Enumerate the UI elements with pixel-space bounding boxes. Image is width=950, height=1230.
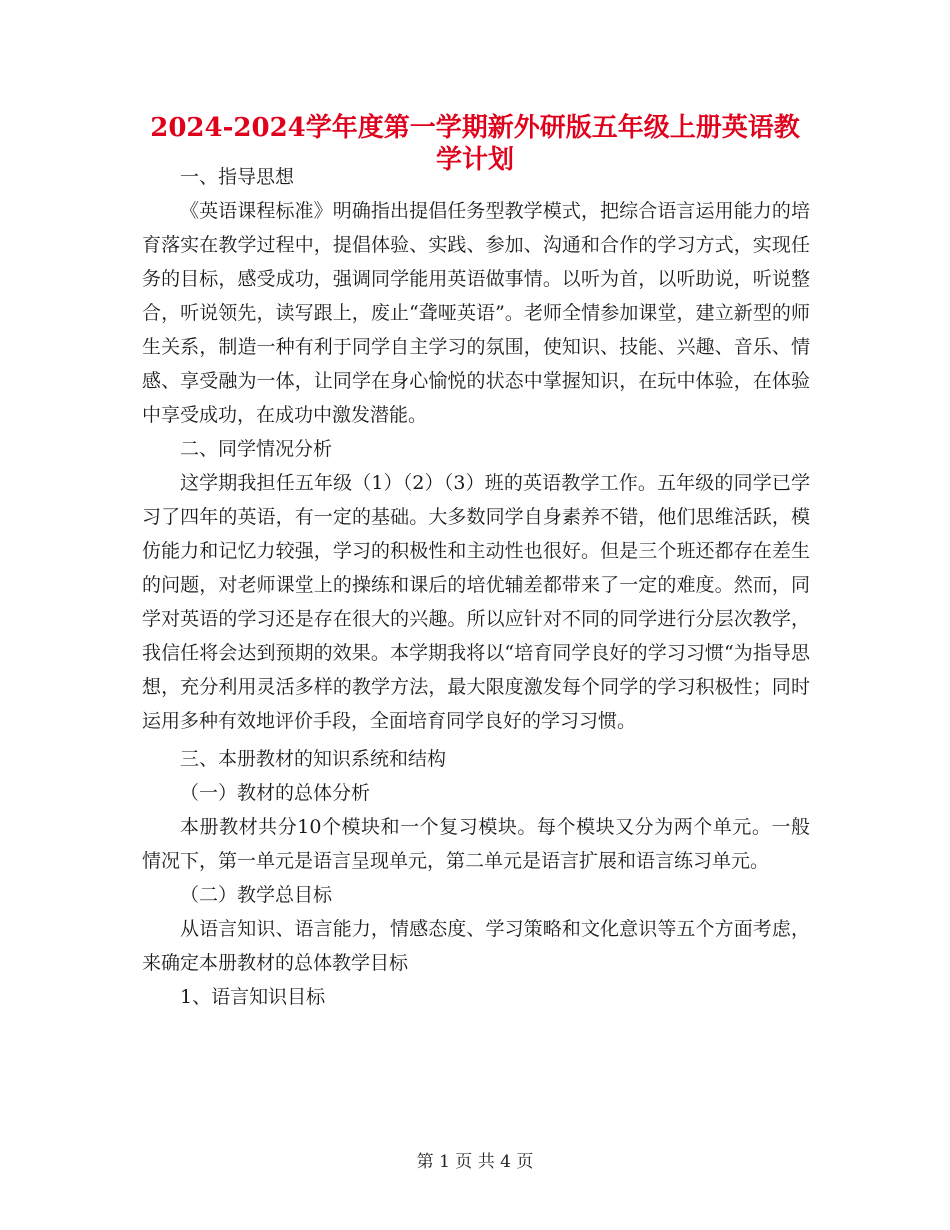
- paragraph-guiding-ideology: 《英语课程标准》明确指出提倡任务型教学模式，把综合语言运用能力的培育落实在教学过程中，提倡体验、实践、参加、沟通和合作的学习方式，实现任务的目标，感受成功，强调同学能用英语做事情。以听为首，以听助说，听说整合，听说领先，读写跟上，废止“聋哑英语”。老师全情参加课堂，建立新型的师生关系，制造一种有利于同学自主学习的氛围，使知识、技能、兴趣、音乐、情感、享受融为一体，让同学在身心愉悦的状态中掌握知识，在玩中体验，在体验中享受成功，在成功中激发潜能。: [142, 200, 810, 426]
- subsection-heading-overall-analysis: （一）教材的总体分析: [180, 782, 371, 804]
- paragraph-student-analysis: 这学期我担任五年级（1）（2）（3）班的英语教学工作。五年级的同学已学习了四年的英语，有一定的基础。大多数同学自身素养不错，他们思维活跃，模仿能力和记忆力较强，学习的积极性和主动性也很好。但是三个班还都存在差生的问题，对老师课堂上的操练和课后的培优辅差都带来了一定的难度。然而，同学对英语的学习还是存在很大的兴趣。所以应针对不同的同学进行分层次教学，我信任将会达到预期的效果。本学期我将以“培育同学良好的学习习惯“为指导思想，充分利用灵活多样的教学方法，最大限度激发每个同学的学习积极性；同时运用多种有效地评价手段，全面培育同学良好的学习习惯。: [142, 472, 810, 732]
- section-heading-textbook-structure: 三、本册教材的知识系统和结构: [180, 748, 447, 770]
- paragraph-overall-analysis: 本册教材共分10个模块和一个复习模块。每个模块又分为两个单元。一般情况下，第一单元是语言呈现单元，第二单元是语言扩展和语言练习单元。: [142, 816, 810, 872]
- section-heading-guiding-ideology: 一、指导思想: [180, 166, 295, 188]
- paragraph-teaching-goals: 从语言知识、语言能力，情感态度、学习策略和文化意识等五个方面考虑，来确定本册教材的总体教学目标: [142, 918, 810, 974]
- subsection-heading-language-knowledge: 1、语言知识目标: [180, 986, 326, 1008]
- subsection-heading-teaching-goals: （二）教学总目标: [180, 884, 333, 906]
- document-title: 2024-2024学年度第一学期新外研版五年级上册英语教学计划: [150, 113, 800, 175]
- document-body: [142, 160, 810, 1014]
- page-footer: 第 1 页 共 4 页: [416, 1152, 534, 1172]
- section-heading-student-analysis: 二、同学情况分析: [180, 438, 333, 460]
